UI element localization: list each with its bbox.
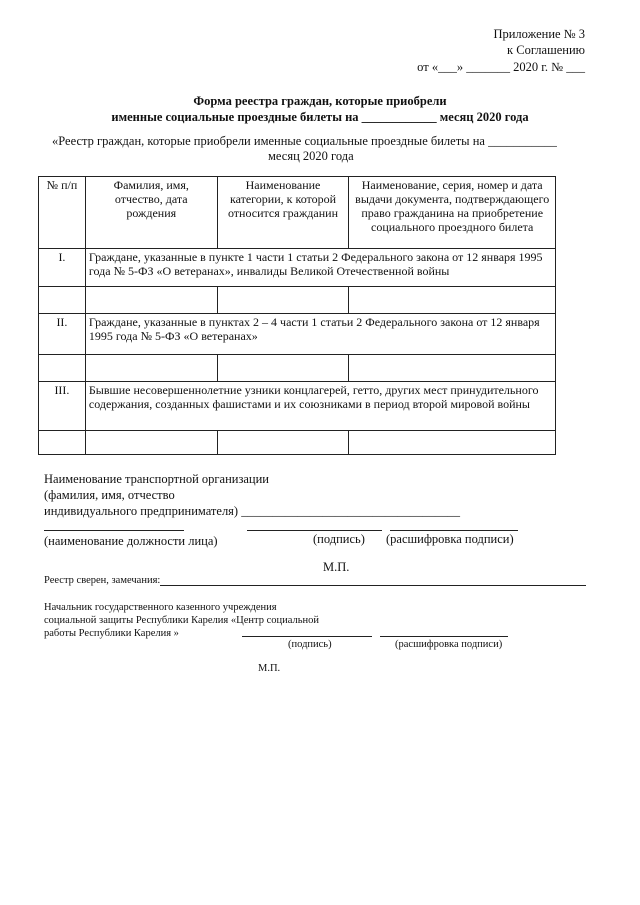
appendix-number: Приложение № 3	[493, 27, 585, 41]
head-label-line1: Начальник государственного казенного учреждения	[44, 602, 277, 613]
table-row	[39, 431, 556, 455]
table-cell[interactable]	[85, 431, 217, 455]
head-decoding-line	[380, 636, 508, 637]
table-cell[interactable]	[349, 355, 556, 382]
table-cell[interactable]	[85, 287, 217, 314]
section-text: Граждане, указанные в пунктах 2 – 4 части 1 статьи 2 Федерального закона от 12 января 1995 года № 5-ФЗ «О ветеранах»	[85, 314, 555, 355]
table-cell[interactable]	[349, 287, 556, 314]
form-title-line2: именные социальные проездные билеты на ____________ месяц 2020 года	[111, 110, 529, 124]
form-title-line1: Форма реестра граждан, которые приобрели	[193, 94, 447, 108]
head-decoding-caption: (расшифровка подписи)	[395, 639, 503, 650]
table-cell[interactable]	[217, 287, 349, 314]
register-intro-line2: месяц 2020 года	[268, 149, 354, 163]
table-cell[interactable]	[39, 431, 86, 455]
head-label-line3: работы Республики Карелия »	[44, 628, 179, 639]
appendix-agreement: к Соглашению	[507, 43, 585, 57]
table-cell[interactable]	[39, 287, 86, 314]
section-number: III.	[39, 382, 86, 431]
table-cell[interactable]	[85, 355, 217, 382]
register-intro-line1: «Реестр граждан, которые приобрели именные социальные проездные билеты на ___________	[52, 134, 557, 148]
position-caption: (наименование должности лица)	[44, 534, 218, 548]
section-text: Граждане, указанные в пункте 1 части 1 статьи 2 Федерального закона от 12 января 1995 года № 5-ФЗ «О ветеранах», инвалиды Великой Отечественной войны	[85, 249, 555, 287]
decoding-caption: (расшифровка подписи)	[386, 532, 514, 546]
signature-line	[247, 530, 382, 531]
header-document: Наименование, серия, номер и дата выдачи документа, подтверждающего право гражданина на приобретение социального проездного билета	[349, 177, 556, 249]
stamp-mark: М.П.	[323, 560, 350, 574]
verification-label: Реестр сверен, замечания:	[44, 575, 161, 586]
org-label-line2: (фамилия, имя, отчество	[44, 488, 175, 502]
decoding-line	[390, 530, 518, 531]
table-header-row	[39, 177, 556, 249]
stamp-mark-2: М.П.	[258, 663, 281, 674]
section-row-3	[39, 382, 556, 431]
table-cell[interactable]	[39, 355, 86, 382]
section-row-1	[39, 249, 556, 287]
section-text: Бывшие несовершеннолетние узники концлагерей, гетто, других мест принудительного содержания, созданных фашистами и их союзниками в период второй мировой войны	[85, 382, 555, 431]
table-cell[interactable]	[217, 355, 349, 382]
head-signature-line	[242, 636, 372, 637]
section-number: I.	[39, 249, 86, 287]
header-number: № п/п	[39, 177, 86, 249]
header-full-name: Фамилия, имя, отчество, дата рождения	[85, 177, 217, 249]
head-signature-caption: (подпись)	[288, 639, 332, 650]
section-row-2	[39, 314, 556, 355]
table-cell[interactable]	[349, 431, 556, 455]
head-label-line2: социальной защиты Республики Карелия «Центр социальной	[44, 615, 319, 626]
signature-caption: (подпись)	[313, 532, 365, 546]
table-row	[39, 355, 556, 382]
register-table	[38, 176, 556, 455]
appendix-date-number: от «___» _______ 2020 г. № ___	[417, 60, 585, 74]
table-row	[39, 287, 556, 314]
verification-line	[160, 585, 586, 586]
org-label-line3: индивидуального предпринимателя) ___________________________________	[44, 504, 460, 518]
position-line	[44, 530, 184, 531]
section-number: II.	[39, 314, 86, 355]
org-label-line1: Наименование транспортной организации	[44, 472, 269, 486]
header-category: Наименование категории, к которой относится гражданин	[217, 177, 349, 249]
table-cell[interactable]	[217, 431, 349, 455]
